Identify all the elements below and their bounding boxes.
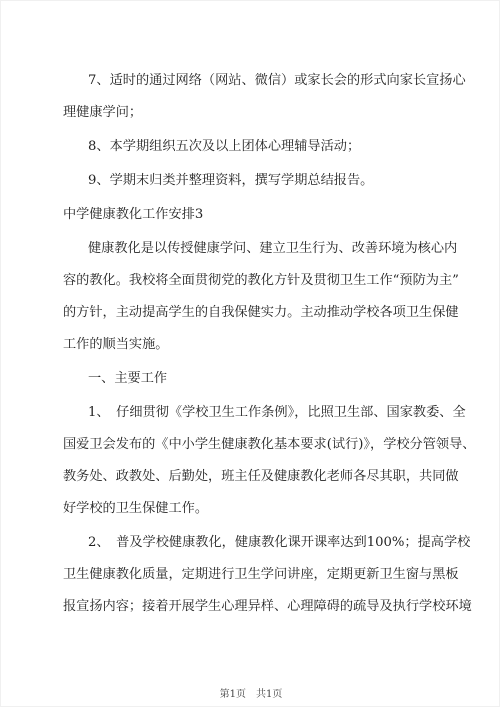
text-line: 1、 仔细贯彻《学校卫生工作条例》，比照卫生部、国家教委、全 (88, 405, 466, 420)
section-heading: 中学健康教化工作安排3 (63, 207, 204, 222)
subheading: 一、主要工作 (88, 371, 168, 386)
text-line: 教务处、政教处、后勤处，班主任及健康教化老师各尽其职，共同做 (63, 469, 459, 484)
text-line: 卫生健康教化质量，定期进行卫生学问讲座，定期更新卫生窗与黑板 (63, 567, 459, 582)
text-line: 9、学期末归类并整理资料，撰写学期总结报告。 (88, 173, 374, 188)
text-line: 国爱卫会发布的《中小学生健康教化基本要求(试行)》，学校分管领导、 (63, 437, 476, 452)
text-line: 容的教化。我校将全面贯彻党的教化方针及贯彻卫生工作“预防为主” (63, 273, 459, 288)
page-footer: 第1页 共1页 (219, 689, 283, 700)
text-line: 好学校的卫生保健工作。 (63, 501, 209, 516)
text-line: 8、本学期组织五次及以上团体心理辅导活动； (88, 139, 361, 154)
text-line: 2、 普及学校健康教化，健康教化课开课率达到100%；提高学校 (88, 535, 471, 550)
text-line: 7、适时的通过网络（网站、微信）或家长会的形式向家长宣扬心 (88, 73, 466, 88)
text-line: 报宣扬内容；接着开展学生心理异样、心理障碍的疏导及执行学校环境 (63, 599, 472, 614)
text-line: 的方针，主动提高学生的自我保健实力。主动推动学校各项卫生保健 (63, 305, 459, 320)
text-line: 理健康学问； (63, 105, 143, 120)
text-line: 健康教化是以传授健康学问、建立卫生行为、改善环境为核心内 (88, 241, 458, 256)
text-line: 工作的顺当实施。 (63, 337, 169, 352)
